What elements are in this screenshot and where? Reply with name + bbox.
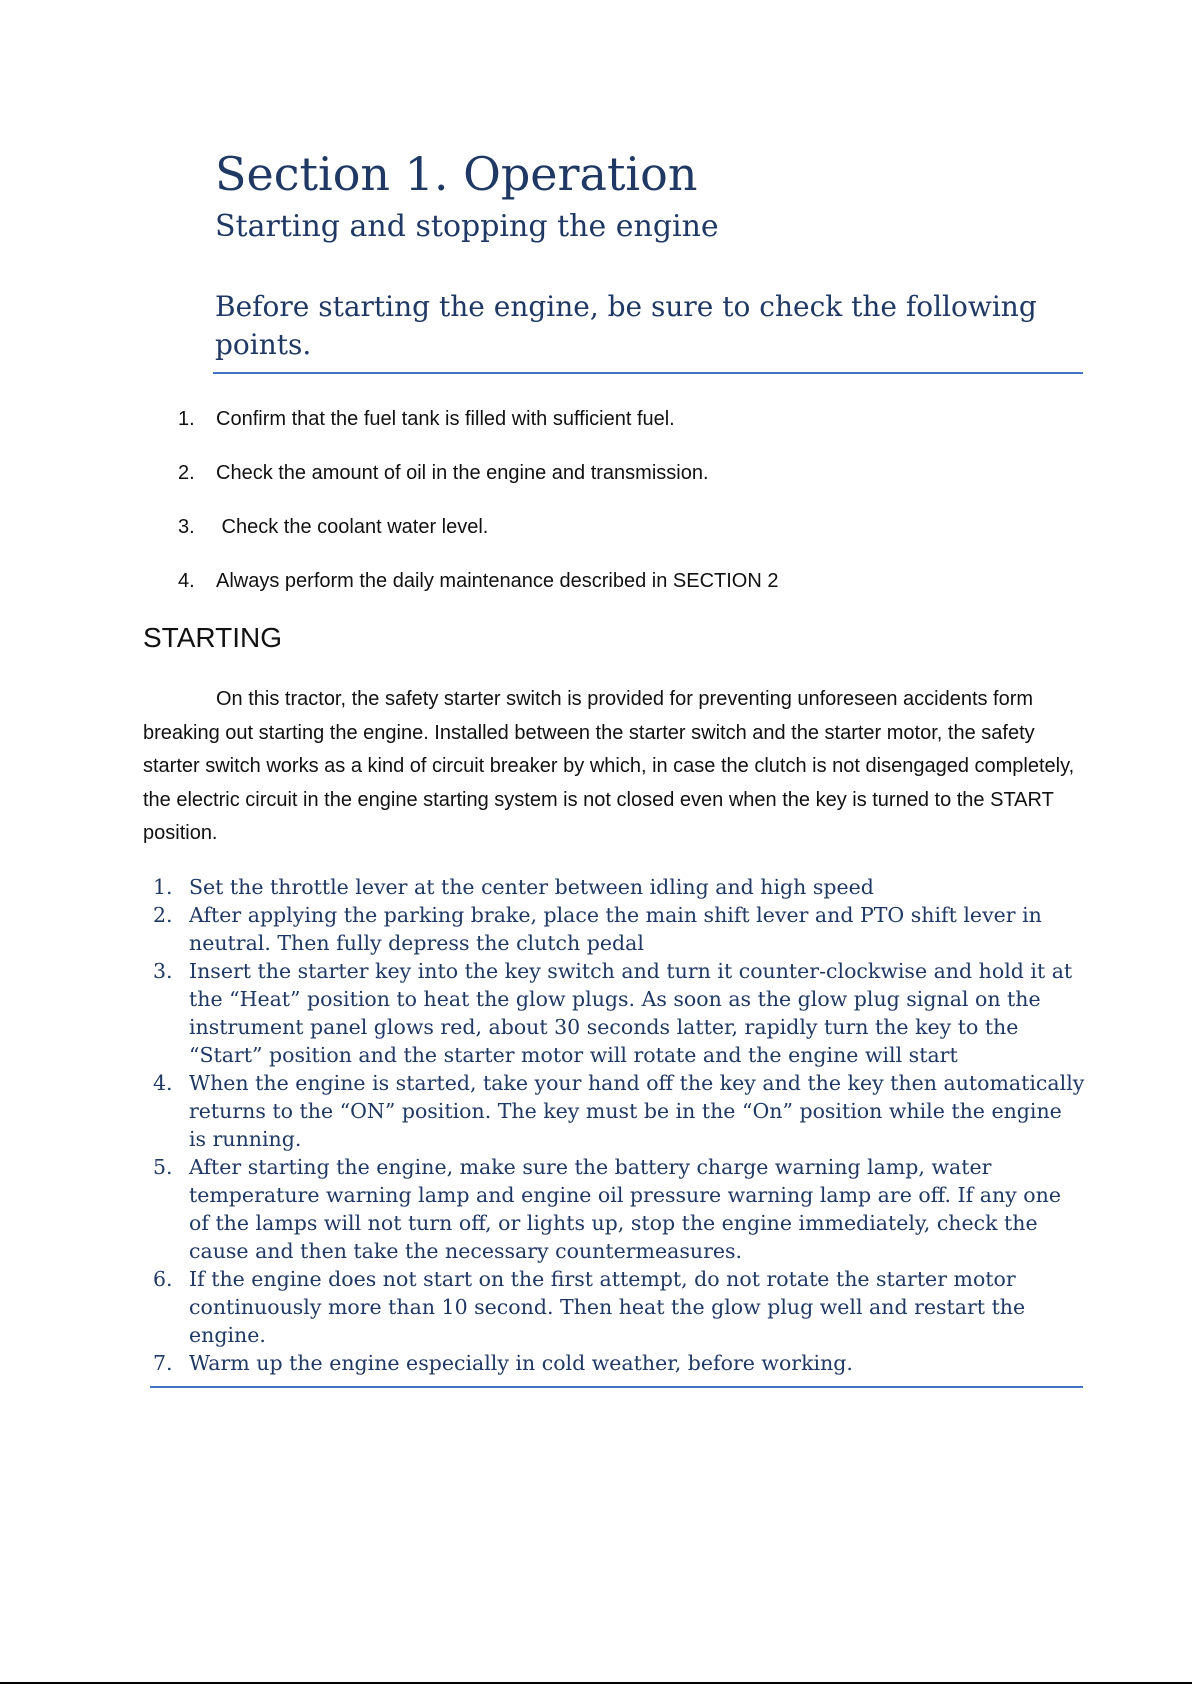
checklist-item [178,511,778,565]
checklist-number: 4. [178,570,195,592]
step-item [150,901,1085,957]
page-bottom-border [0,1682,1192,1684]
step-text: Insert the starter key into the key switch and turn it counter-clockwise and hold it at the “Heat” position to heat the glow plugs. As soon as the glow plug signal on the instrument panel glows red, about 30 seconds latter, rapidly turn the key to the “Start” position and the starter motor will rotate and the engine will start [189,959,1073,1067]
checklist-item [178,457,778,511]
heading-divider [213,372,1083,374]
step-number: 7. [153,1351,173,1375]
step-item [150,1265,1085,1349]
step-item [150,1153,1085,1265]
step-item [150,957,1085,1069]
starting-steps-list [150,873,1085,1377]
step-item [150,1069,1085,1153]
checklist-item [178,403,778,457]
checklist-number: 3. [178,516,195,538]
checklist-number: 1. [178,408,195,430]
step-number: 2. [153,903,173,927]
checklist-number: 2. [178,462,195,484]
starting-paragraph: On this tractor, the safety starter switch is provided for preventing unforeseen accidents form breaking out starting the engine. Installed between the starter switch and the starter motor, the safety starter switch works as a kind of circuit breaker by which, in case the clutch is not disengaged completely, the electric circuit in the engine starting system is not closed even when the key is turned to the START position. [143,688,1075,844]
step-item [150,1349,1085,1377]
checklist-item [178,565,778,619]
section-subtitle: Starting and stopping the engine [215,209,719,244]
check-heading: Before starting the engine, be sure to check the following points. [215,290,1037,361]
checklist-text: Confirm that the fuel tank is filled with sufficient fuel. [216,408,675,430]
step-number: 5. [153,1155,173,1179]
step-number: 4. [153,1071,173,1095]
step-text: After applying the parking brake, place the main shift lever and PTO shift lever in neutral. Then fully depress the clutch pedal [189,903,1042,955]
step-text: After starting the engine, make sure the battery charge warning lamp, water temperature warning lamp and engine oil pressure warning lamp are off. If any one of the lamps will not turn off, or lights up, stop the engine immediately, check the cause and then take the necessary countermeasures. [189,1155,1061,1263]
checklist-text: Check the amount of oil in the engine and transmission. [216,462,709,484]
starting-heading: STARTING [143,622,282,653]
step-text: Warm up the engine especially in cold weather, before working. [189,1351,853,1375]
step-number: 6. [153,1267,173,1291]
section-title: Section 1. Operation [215,147,698,201]
step-text: When the engine is started, take your hand off the key and the key then automatically returns to the “ON” position. The key must be in the “On” position while the engine is running. [189,1071,1085,1151]
step-item [150,873,1085,901]
pre-start-checklist [178,403,778,619]
checklist-text: Check the coolant water level. [216,516,489,538]
step-number: 3. [153,959,173,983]
checklist-text: Always perform the daily maintenance described in SECTION 2 [216,570,779,592]
steps-divider [150,1386,1083,1388]
step-text: Set the throttle lever at the center between idling and high speed [189,875,874,899]
step-number: 1. [153,875,173,899]
step-text: If the engine does not start on the first attempt, do not rotate the starter motor continuously more than 10 second. Then heat the glow plug well and restart the engine. [189,1267,1026,1347]
